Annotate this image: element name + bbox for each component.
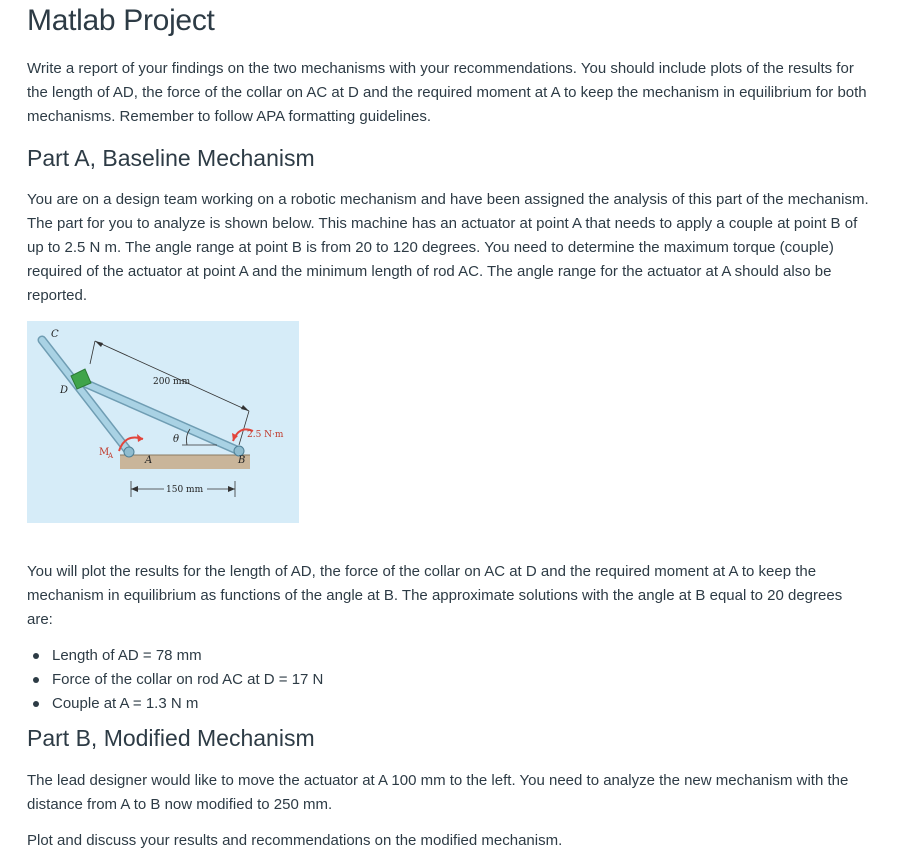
label-200mm: 200 mm	[153, 377, 191, 387]
list-item: Force of the collar on rod AC at D = 17 N	[52, 668, 872, 692]
dim-150-arrow-left	[131, 486, 138, 492]
label-ma: M	[99, 447, 110, 458]
mechanism-diagram	[27, 321, 299, 523]
part-b-paragraph: The lead designer would like to move the actuator at A 100 mm to the left. You need to analyze the new mechanism with the distance from A to B now modified to 250 mm.	[27, 772, 849, 813]
label-ma-sub: A	[108, 452, 114, 460]
label-c: C	[51, 329, 59, 340]
dim-200-ext-left	[90, 341, 95, 364]
dim-200-arrow-left	[95, 341, 103, 347]
label-a: A	[145, 455, 153, 466]
plot-paragraph: You will plot the results for the length of AD, the force of the collar on AC at D and the required moment at A to keep the mechanism in equilibrium as functions of the angle at B. The approximate solutions with the angle at B equal to 20 degrees are:	[27, 563, 843, 628]
page-title: Matlab Project	[27, 4, 215, 37]
dim-200-arrow-right	[241, 405, 249, 411]
closing-paragraph: Plot and discuss your results and recommendations on the modified mechanism.	[27, 832, 563, 849]
label-150mm: 150 mm	[166, 485, 204, 495]
label-theta: θ	[173, 434, 180, 445]
list-item: Couple at A = 1.3 N m	[52, 692, 872, 716]
part-a-heading: Part A, Baseline Mechanism	[27, 145, 315, 171]
mechanism-figure	[27, 321, 299, 523]
label-couple: 2.5 N·m	[247, 430, 284, 440]
dim-150-arrow-right	[228, 486, 235, 492]
label-b: B	[238, 455, 246, 466]
label-d: D	[60, 385, 69, 396]
part-a-paragraph: You are on a design team working on a robotic mechanism and have been assigned the analysis of this part of the mechanism. The part for you to analyze is shown below. This machine has an actuator at point A that needs to apply a couple at point B of up to 2.5 N m. The angle range at point B is from 20 to 120 degrees. You need to determine the maximum torque (couple) required of the actuator at point A and the minimum length of rod AC. The angle range for the actuator at A should also be reported.	[27, 191, 869, 304]
results-list	[27, 644, 872, 716]
ground-block	[120, 455, 250, 469]
part-b-heading: Part B, Modified Mechanism	[27, 725, 315, 751]
list-item: Length of AD = 78 mm	[52, 644, 872, 668]
pin-a	[124, 447, 134, 457]
intro-paragraph: Write a report of your findings on the two mechanisms with your recommendations. You should include plots of the results for the length of AD, the force of the collar on AC at D and the required moment at A to keep the mechanism in equilibrium for both mechanisms. Remember to follow APA formatting guidelines.	[27, 60, 867, 125]
